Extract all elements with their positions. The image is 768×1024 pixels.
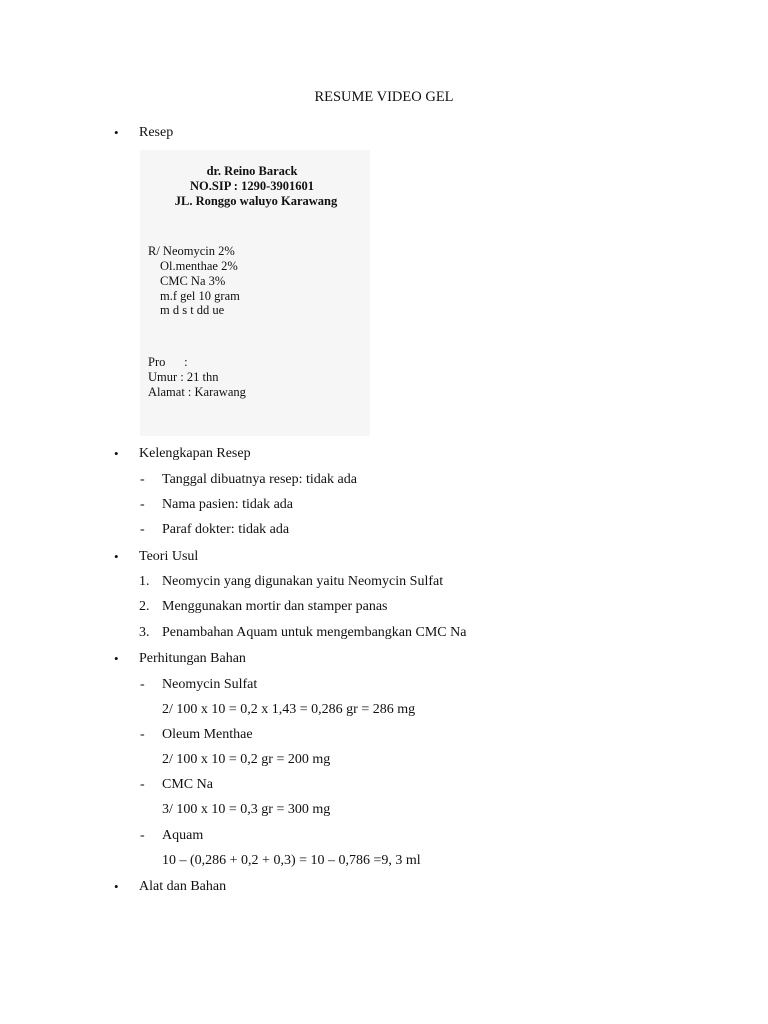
prescription-sip: NO.SIP : 1290-3901601: [190, 179, 314, 193]
prescription-line: Ol.menthae 2%: [160, 259, 238, 273]
list-number: 1.: [139, 574, 150, 589]
page-title: RESUME VIDEO GEL: [314, 89, 454, 105]
dash-icon: -: [140, 677, 145, 692]
prescription-line: CMC Na 3%: [160, 274, 226, 288]
list-item: Menggunakan mortir dan stamper panas: [162, 599, 388, 614]
section-heading-alat: Alat dan Bahan: [139, 879, 227, 894]
ingredient-calculation: 10 – (0,286 + 0,2 + 0,3) = 10 – 0,786 =9, 3 ml: [162, 853, 421, 868]
list-item: Tanggal dibuatnya resep: tidak ada: [162, 472, 357, 487]
bullet-icon: •: [114, 125, 119, 140]
prescription-image: [140, 150, 370, 436]
dash-icon: -: [140, 472, 145, 487]
dash-icon: -: [140, 828, 145, 843]
list-item: Paraf dokter: tidak ada: [162, 522, 290, 537]
section-heading-resep: Resep: [139, 125, 174, 140]
prescription-doctor: dr. Reino Barack: [206, 164, 298, 178]
section-heading-kelengkapan: Kelengkapan Resep: [139, 446, 251, 461]
prescription-patient-line: Umur : 21 thn: [148, 370, 219, 384]
prescription-line: R/ Neomycin 2%: [148, 244, 235, 258]
prescription-patient-line: Pro :: [148, 355, 188, 369]
ingredient-name: Aquam: [162, 828, 204, 843]
list-number: 3.: [139, 625, 150, 640]
ingredient-calculation: 3/ 100 x 10 = 0,3 gr = 300 mg: [162, 802, 331, 817]
prescription-line: m.f gel 10 gram: [160, 289, 240, 303]
ingredient-name: CMC Na: [162, 777, 213, 792]
section-heading-teori: Teori Usul: [139, 549, 199, 564]
bullet-icon: •: [114, 549, 119, 564]
ingredient-calculation: 2/ 100 x 10 = 0,2 gr = 200 mg: [162, 752, 331, 767]
prescription-line: m d s t dd ue: [160, 303, 225, 317]
bullet-icon: •: [114, 446, 119, 461]
prescription-patient-line: Alamat : Karawang: [148, 385, 246, 399]
list-item: Penambahan Aquam untuk mengembangkan CMC Na: [162, 625, 467, 640]
list-number: 2.: [139, 599, 150, 614]
dash-icon: -: [140, 727, 145, 742]
ingredient-name: Neomycin Sulfat: [162, 677, 258, 692]
section-heading-perhitungan: Perhitungan Bahan: [139, 651, 246, 666]
ingredient-calculation: 2/ 100 x 10 = 0,2 x 1,43 = 0,286 gr = 286 mg: [162, 702, 416, 717]
list-item: Neomycin yang digunakan yaitu Neomycin Sulfat: [162, 574, 444, 589]
bullet-icon: •: [114, 651, 119, 666]
bullet-icon: •: [114, 879, 119, 894]
dash-icon: -: [140, 522, 145, 537]
list-item: Nama pasien: tidak ada: [162, 497, 294, 512]
dash-icon: -: [140, 497, 145, 512]
prescription-address: JL. Ronggo waluyo Karawang: [174, 194, 338, 208]
dash-icon: -: [140, 777, 145, 792]
ingredient-name: Oleum Menthae: [162, 727, 253, 742]
